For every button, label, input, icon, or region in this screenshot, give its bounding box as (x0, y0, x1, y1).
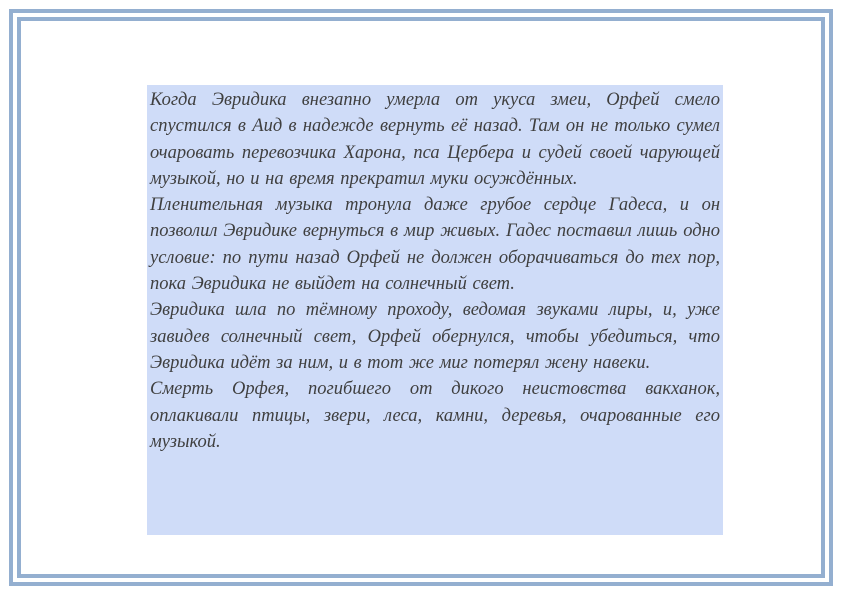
paragraph-orpheus-death: Смерть Орфея, погибшего от дикого неистовства вакханок, оплакивали птицы, звери, леса, камни, деревья, очарованные его музыкой. (150, 379, 720, 452)
text-box (147, 85, 723, 535)
paragraph-eurydice-death: Когда Эвридика внезапно умерла от укуса змеи, Орфей смело спустился в Аид в надежде вернуть её назад. Там он не только сумел очаровать перевозчика Харона, пса Цербера и судей своей чарующей музыкой, но и на время прекратил муки осуждённых. (150, 90, 720, 189)
paragraph-hades-condition: Пленительная музыка тронула даже грубое сердце Гадеса, и он позволил Эвридике вернуться в мир живых. Гадес поставил лишь одно условие: по пути назад Орфей не должен оборачиваться до тех пор, пока Эвридика не выйдет на солнечный свет. (150, 195, 720, 295)
paragraph-orpheus-looks-back: Эвридика шла по тёмному проходу, ведомая звуками лиры, и, уже завидев солнечный свет, Орфей обернулся, чтобы убедиться, что Эвридика идёт за ним, и в тот же миг потерял жену навеки. (150, 300, 720, 373)
